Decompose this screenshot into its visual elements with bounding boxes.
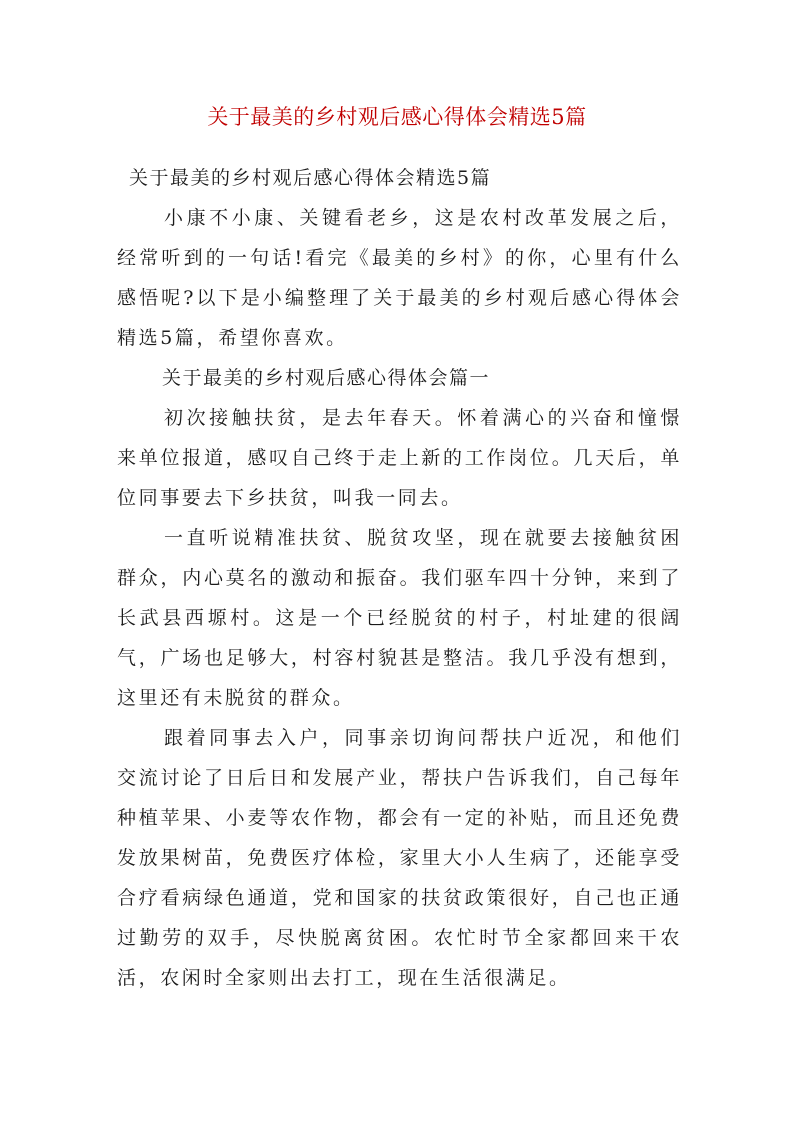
body-paragraph: 跟着同事去入户，同事亲切询问帮扶户近况，和他们交流讨论了日后日和发展产业，帮扶户告诉我们，自己每年种植苹果、小麦等农作物，都会有一定的补贴，而且还免费发放果树苗，免费医疗体检，家里大小人生病了，还能享受合疗看病绿色通道，党和国家的扶贫政策很好，自己也正通过勤劳的双手，尽快脱离贫困。农忙时节全家都回来干农活，农闲时全家则出去打工，现在生活很满足。 <box>117 727 682 989</box>
document-title: 关于最美的乡村观后感心得体会精选5篇 <box>207 105 587 129</box>
document-subtitle: 关于最美的乡村观后感心得体会精选5篇 <box>129 167 492 189</box>
body-paragraph: 初次接触扶贫，是去年春天。怀着满心的兴奋和憧憬来单位报道，感叹自己终于走上新的工作岗位。几天后，单位同事要去下乡扶贫，叫我一同去。 <box>117 407 682 509</box>
document-body <box>117 158 682 998</box>
intro-paragraph: 小康不小康、关键看老乡，这是农村改革发展之后，经常听到的一句话!看完《最美的乡村》的你，心里有什么感悟呢?以下是小编整理了关于最美的乡村观后感心得体会精选5篇，希望你喜欢。 <box>117 207 682 349</box>
section-heading: 关于最美的乡村观后感心得体会篇一 <box>162 367 491 389</box>
body-paragraph: 一直听说精准扶贫、脱贫攻坚，现在就要去接触贫困群众，内心莫名的激动和振奋。我们驱车四十分钟，来到了长武县西塬村。这是一个已经脱贫的村子，村址建的很阔气，广场也足够大，村容村貌甚是整洁。我几乎没有想到，这里还有未脱贫的群众。 <box>117 527 682 709</box>
